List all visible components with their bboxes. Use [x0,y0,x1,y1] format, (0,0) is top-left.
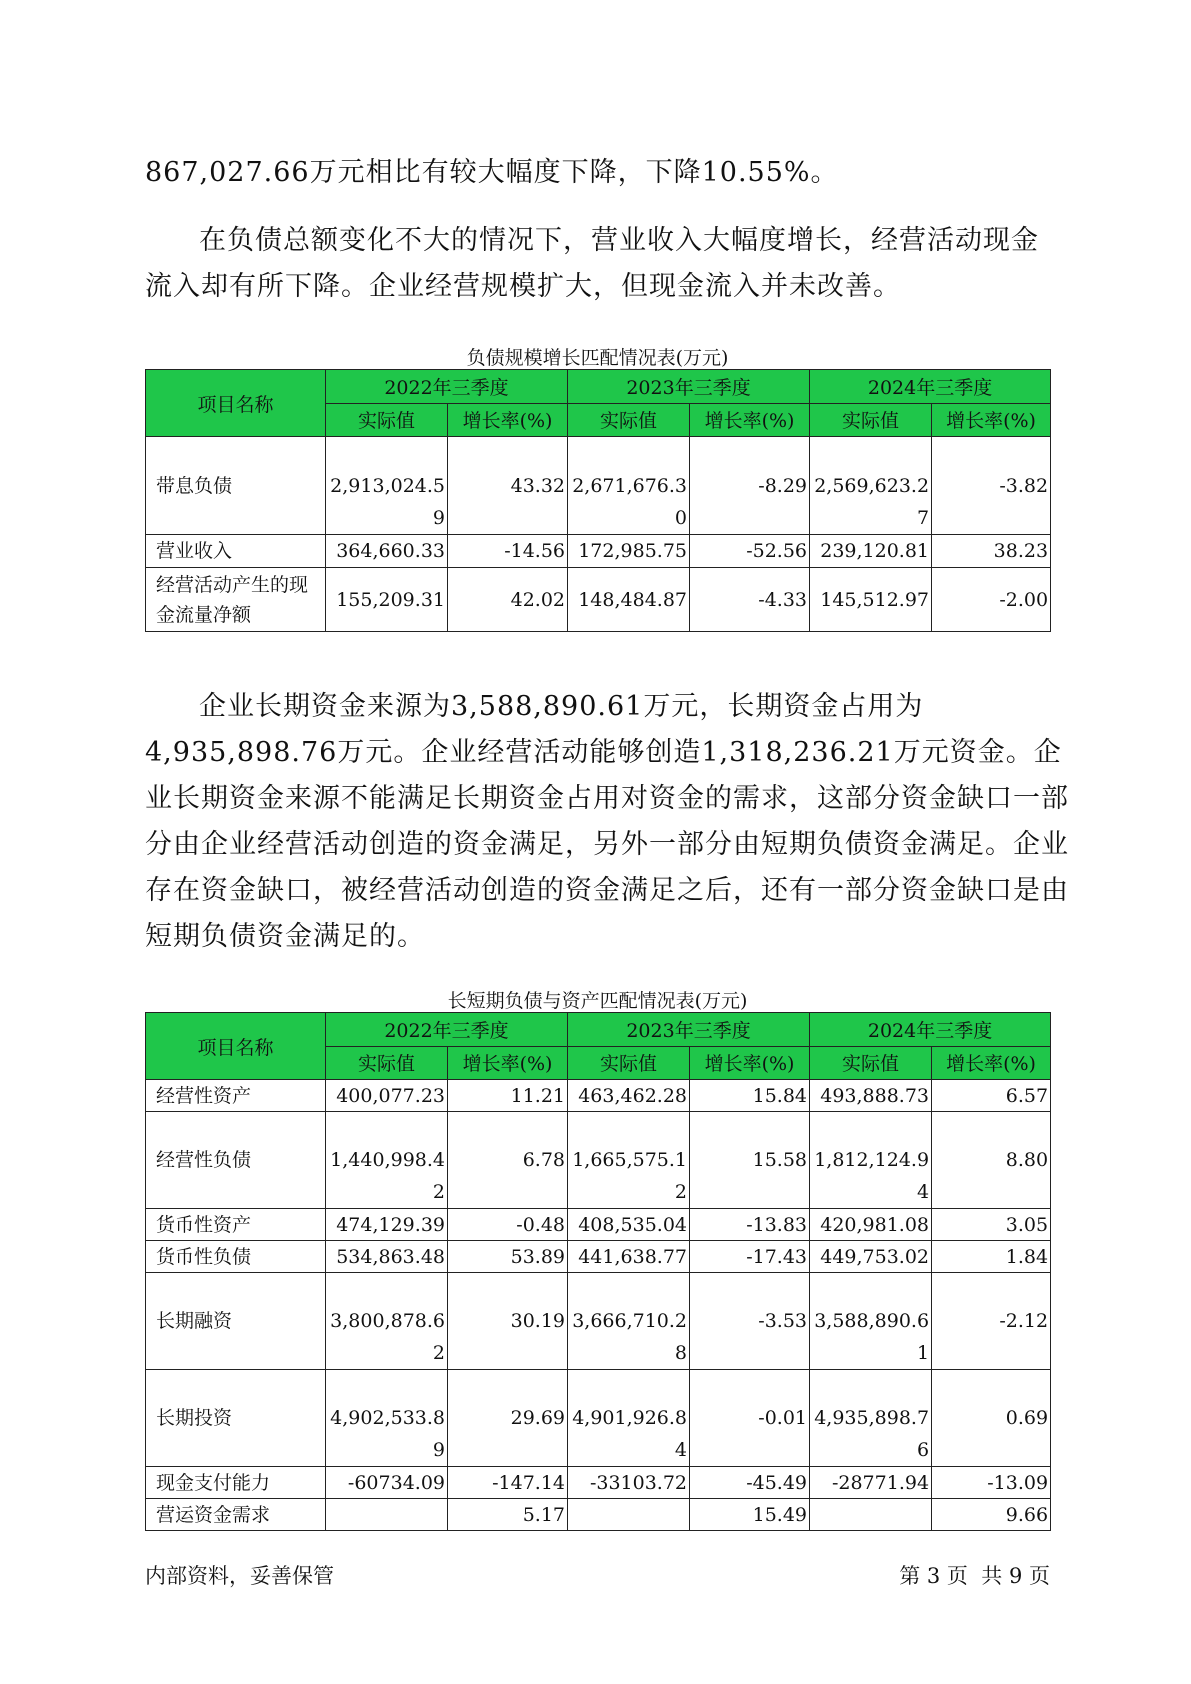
cell-actual: 408,535.04 [568,1209,690,1241]
cell-growth: 29.69 [448,1370,568,1467]
cell-actual [810,1499,932,1531]
table-row [146,1370,1051,1467]
cell-growth: -8.29 [690,437,810,535]
row-name: 现金支付能力 [146,1467,326,1499]
table-row [146,1080,1051,1112]
cell-growth: -17.43 [690,1241,810,1273]
cell-actual: 474,129.39 [326,1209,448,1241]
header-item-name: 项目名称 [146,370,326,437]
row-name: 经营性负债 [146,1112,326,1209]
cell-growth: -13.09 [932,1467,1051,1499]
table-row [146,1467,1051,1499]
cell-growth: 53.89 [448,1241,568,1273]
cell-growth: -13.83 [690,1209,810,1241]
cell-growth: -2.00 [932,568,1051,632]
cell-actual: 2,569,623.27 [810,437,932,535]
footer-page-number: 第 3 页 共 9 页 [899,1564,1050,1588]
cell-growth: 8.80 [932,1112,1051,1209]
table-row [146,1499,1051,1531]
cell-actual: 441,638.77 [568,1241,690,1273]
cell-actual: 4,902,533.89 [326,1370,448,1467]
paragraph-3: 企业长期资金来源为3,588,890.61万元，长期资金占用为4,935,898.76万元。企业经营活动能够创造1,318,236.21万元资金。企业长期资金来源不能满足长期资金占用对资金的需求，这部分资金缺口一部分由企业经营活动创造的资金满足，另外一部分由短期负债资金满足。企业存在资金缺口，被经营活动创造的资金满足之后，还有一部分资金缺口是由短期负债资金满足的。 [145,691,1069,952]
header-period-2022: 2022年三季度 [326,1013,568,1047]
row-name: 经营活动产生的现金流量净额 [146,568,326,632]
debt-scale-table [145,369,1051,632]
cell-actual: 400,077.23 [326,1080,448,1112]
cell-actual: 1,812,124.94 [810,1112,932,1209]
table-row [146,437,1051,535]
row-name: 营业收入 [146,535,326,568]
header-actual: 实际值 [810,403,932,437]
cell-growth: -52.56 [690,535,810,568]
header-growth: 增长率(%) [932,403,1051,437]
cell-actual: 145,512.97 [810,568,932,632]
long-short-match-table [145,1012,1051,1531]
cell-growth: 30.19 [448,1273,568,1370]
cell-actual: 2,913,024.59 [326,437,448,535]
header-growth: 增长率(%) [690,403,810,437]
cell-actual: 4,935,898.76 [810,1370,932,1467]
cell-actual: -60734.09 [326,1467,448,1499]
cell-actual: 420,981.08 [810,1209,932,1241]
cell-growth: 15.84 [690,1080,810,1112]
cell-actual: 3,800,878.62 [326,1273,448,1370]
header-item-name: 项目名称 [146,1013,326,1080]
cell-growth: 38.23 [932,535,1051,568]
cell-growth: 3.05 [932,1209,1051,1241]
cell-growth: -0.48 [448,1209,568,1241]
cell-growth: -147.14 [448,1467,568,1499]
header-growth: 增长率(%) [932,1046,1051,1080]
header-period-2024: 2024年三季度 [810,1013,1051,1047]
header-actual: 实际值 [326,403,448,437]
cell-actual: 534,863.48 [326,1241,448,1273]
cell-actual: 449,753.02 [810,1241,932,1273]
cell-actual [326,1499,448,1531]
table-row [146,535,1051,568]
header-period-2023: 2023年三季度 [568,1013,810,1047]
cell-growth: -2.12 [932,1273,1051,1370]
cell-growth: -4.33 [690,568,810,632]
cell-actual: 4,901,926.84 [568,1370,690,1467]
table-row [146,1112,1051,1209]
cell-actual: 239,120.81 [810,535,932,568]
table2-caption: 长短期负债与资产匹配情况表(万元) [447,990,748,1012]
cell-growth: -3.53 [690,1273,810,1370]
cell-actual: 1,665,575.12 [568,1112,690,1209]
cell-actual: 493,888.73 [810,1080,932,1112]
cell-actual: 3,588,890.61 [810,1273,932,1370]
cell-actual: 3,666,710.28 [568,1273,690,1370]
paragraph-2: 在负债总额变化不大的情况下，营业收入大幅度增长，经营活动现金流入却有所下降。企业经营规模扩大，但现金流入并未改善。 [145,225,1039,302]
row-name: 长期融资 [146,1273,326,1370]
table-row [146,1273,1051,1370]
cell-growth: 0.69 [932,1370,1051,1467]
cell-actual: 2,671,676.30 [568,437,690,535]
cell-actual [568,1499,690,1531]
cell-growth: -45.49 [690,1467,810,1499]
header-growth: 增长率(%) [448,403,568,437]
cell-growth: 6.78 [448,1112,568,1209]
header-actual: 实际值 [326,1046,448,1080]
cell-actual: -33103.72 [568,1467,690,1499]
header-growth: 增长率(%) [690,1046,810,1080]
row-name: 营运资金需求 [146,1499,326,1531]
cell-actual: -28771.94 [810,1467,932,1499]
cell-actual: 148,484.87 [568,568,690,632]
cell-actual: 155,209.31 [326,568,448,632]
header-period-2023: 2023年三季度 [568,370,810,404]
cell-growth: 15.58 [690,1112,810,1209]
cell-growth: 5.17 [448,1499,568,1531]
row-name: 带息负债 [146,437,326,535]
header-period-2024: 2024年三季度 [810,370,1051,404]
cell-growth: -14.56 [448,535,568,568]
cell-growth: -3.82 [932,437,1051,535]
cell-growth: 9.66 [932,1499,1051,1531]
cell-growth: -0.01 [690,1370,810,1467]
cell-actual: 364,660.33 [326,535,448,568]
cell-growth: 6.57 [932,1080,1051,1112]
cell-actual: 463,462.28 [568,1080,690,1112]
row-name: 经营性资产 [146,1080,326,1112]
header-actual: 实际值 [568,403,690,437]
row-name: 货币性负债 [146,1241,326,1273]
header-actual: 实际值 [568,1046,690,1080]
cell-growth: 42.02 [448,568,568,632]
table-row [146,568,1051,632]
table1-caption: 负债规模增长匹配情况表(万元) [466,347,729,369]
paragraph-1: 867,027.66万元相比有较大幅度下降，下降10.55%。 [145,157,839,188]
cell-growth: 1.84 [932,1241,1051,1273]
cell-growth: 11.21 [448,1080,568,1112]
cell-growth: 15.49 [690,1499,810,1531]
row-name: 货币性资产 [146,1209,326,1241]
cell-actual: 1,440,998.42 [326,1112,448,1209]
header-actual: 实际值 [810,1046,932,1080]
header-period-2022: 2022年三季度 [326,370,568,404]
table-row [146,1241,1051,1273]
table-row [146,1209,1051,1241]
cell-actual: 172,985.75 [568,535,690,568]
header-growth: 增长率(%) [448,1046,568,1080]
cell-growth: 43.32 [448,437,568,535]
row-name: 长期投资 [146,1370,326,1467]
footer-confidential-note: 内部资料，妥善保管 [145,1564,334,1588]
